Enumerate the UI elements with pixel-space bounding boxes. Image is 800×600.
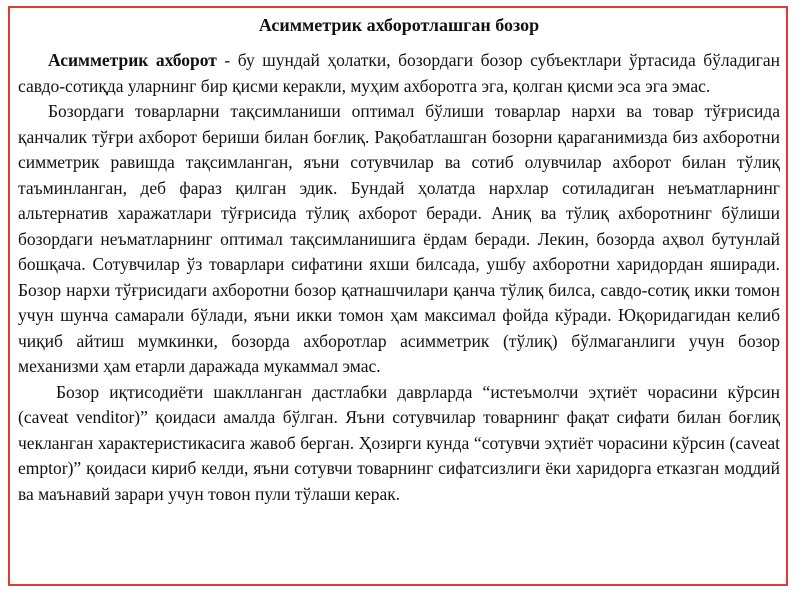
- paragraph-definition: [18, 48, 780, 99]
- document-title: Асимметрик ахборотлашган бозор: [258, 15, 540, 35]
- defined-term: Асимметрик ахборот: [48, 50, 217, 70]
- document-body: [18, 14, 780, 507]
- paragraph-distribution: Бозордаги товарларни тақсимланиши оптимал бўлиши товарлар нархи ва товар тўғрисида қанчалик тўғри ахборот бериши билан боғлиқ. Рақобатлашган бозорни қараганимизда биз ахборотни симметрик равишда тақсимланган, яъни сотувчилар ва сотиб олувчилар ахборот билан тўлиқ таъминланган, деб фараз қилган эдик. Бундай ҳолатда нархлар сотиладиган неъматларнинг альтернатив харажатлари тўғрисида тўлиқ ахборот беради. Аниқ ва тўлиқ ахборотнинг бўлиши бозордаги неъматларнинг оптимал тақсимланишига ёрдам беради. Лекин, бозорда аҳвол бутунлай бошқача. Сотувчилар ўз товарлари сифатини яхши билсада, ушбу ахборотни харидордан яширади. Бозор нархи тўғрисидаги ахборотни бозор қатнашчилари қанча тўлиқ билса, савдо-сотиқ икки томон учун шунча самарали бўлади, яъни икки томон ҳам максимал фойда кўради. Юқоридагидан келиб чиқиб айтиш мумкинки, бозорда ахборотлар асимметрик (тўлиқ) бўлмаганлиги учун бозор механизми ҳам етарли даражада мукаммал эмас.: [18, 101, 780, 376]
- definition-text: - бу шундай ҳолатки, бозордаги бозор субъектлари ўртасида бўладиган савдо-сотиқда уларнинг бир қисми керакли, муҳим ахборотга эга, қолган қисми эса эга эмас.: [18, 50, 780, 96]
- paragraph-caveat: Бозор иқтисодиёти шаклланган дастлабки даврларда “истеъмолчи эҳтиёт чорасини кўрсин (caveat venditor)” қоидаси амалда бўлган. Яъни сотувчилар товарнинг фақат сифати билан боғлиқ чекланган характеристикасига жавоб берган. Ҳозирги кунда “сотувчи эҳтиёт чорасини кўрсин (caveat emptor)” қоидаси кириб келди, яъни сотувчи товарнинг сифатсизлиги ёки харидорга етказган моддий ва маънавий зарари учун товон пули тўлаши керак.: [18, 381, 780, 504]
